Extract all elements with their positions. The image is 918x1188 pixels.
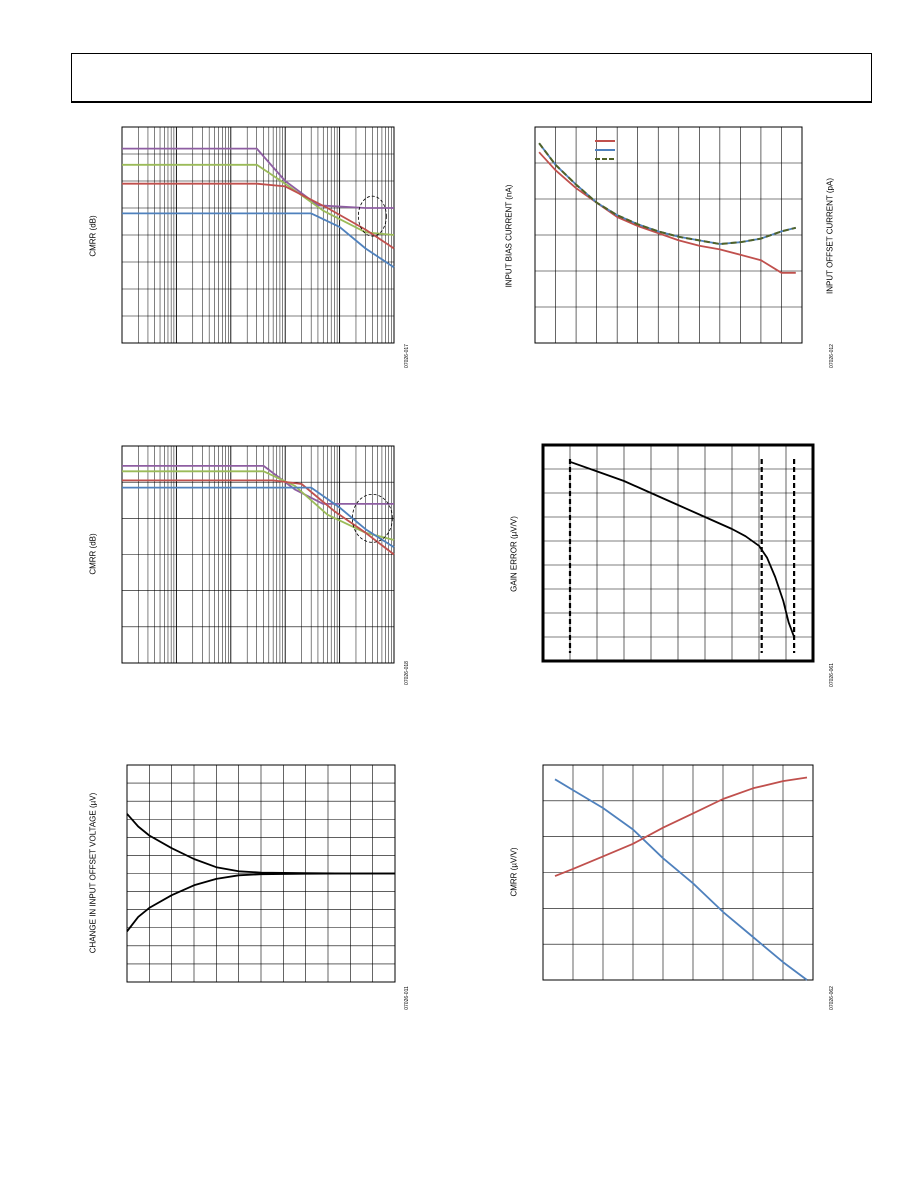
cmrr-chart-2 <box>122 446 394 663</box>
page-header-box <box>71 53 872 103</box>
series-line-4 <box>122 488 394 548</box>
series-line-1 <box>539 152 796 273</box>
series-line-1 <box>122 149 394 208</box>
input-bias-current-chart <box>535 127 802 343</box>
figure-id: 07026-012 <box>829 344 835 368</box>
series-line-3 <box>122 480 394 554</box>
figure-id: 07026-017 <box>404 344 410 368</box>
figure-id: 07026-011 <box>404 986 410 1010</box>
series-line-1 <box>555 779 807 980</box>
series-line-3 <box>539 143 796 244</box>
y-axis-label: CMRR (µV/V) <box>509 847 519 897</box>
cmrr-chart-1 <box>122 127 394 343</box>
series-line-2 <box>122 165 394 235</box>
y-axis-label: GAIN ERROR (µV/V) <box>509 516 519 592</box>
gain-error-chart <box>543 445 813 661</box>
y2-axis-label: INPUT OFFSET CURRENT (pA) <box>825 177 835 295</box>
y-axis-label: INPUT BIAS CURRENT (nA) <box>504 184 514 288</box>
series-line-2 <box>555 778 807 877</box>
series-line-2 <box>122 471 394 540</box>
figure-id: 07026-061 <box>829 663 835 687</box>
series-line-2 <box>539 143 796 244</box>
cmrr-uv-chart <box>543 765 813 980</box>
y-axis-label: CMRR (dB) <box>88 215 98 257</box>
y-axis-label: CHANGE IN INPUT OFFSET VOLTAGE (µV) <box>88 792 98 954</box>
figure-id: 07026-018 <box>404 661 410 685</box>
figure-id: 07026-062 <box>829 986 835 1010</box>
series-line-1 <box>570 462 794 637</box>
series-line-4 <box>122 213 394 267</box>
offset-voltage-change-chart <box>127 765 395 982</box>
y-axis-label: CMRR (dB) <box>88 533 98 575</box>
